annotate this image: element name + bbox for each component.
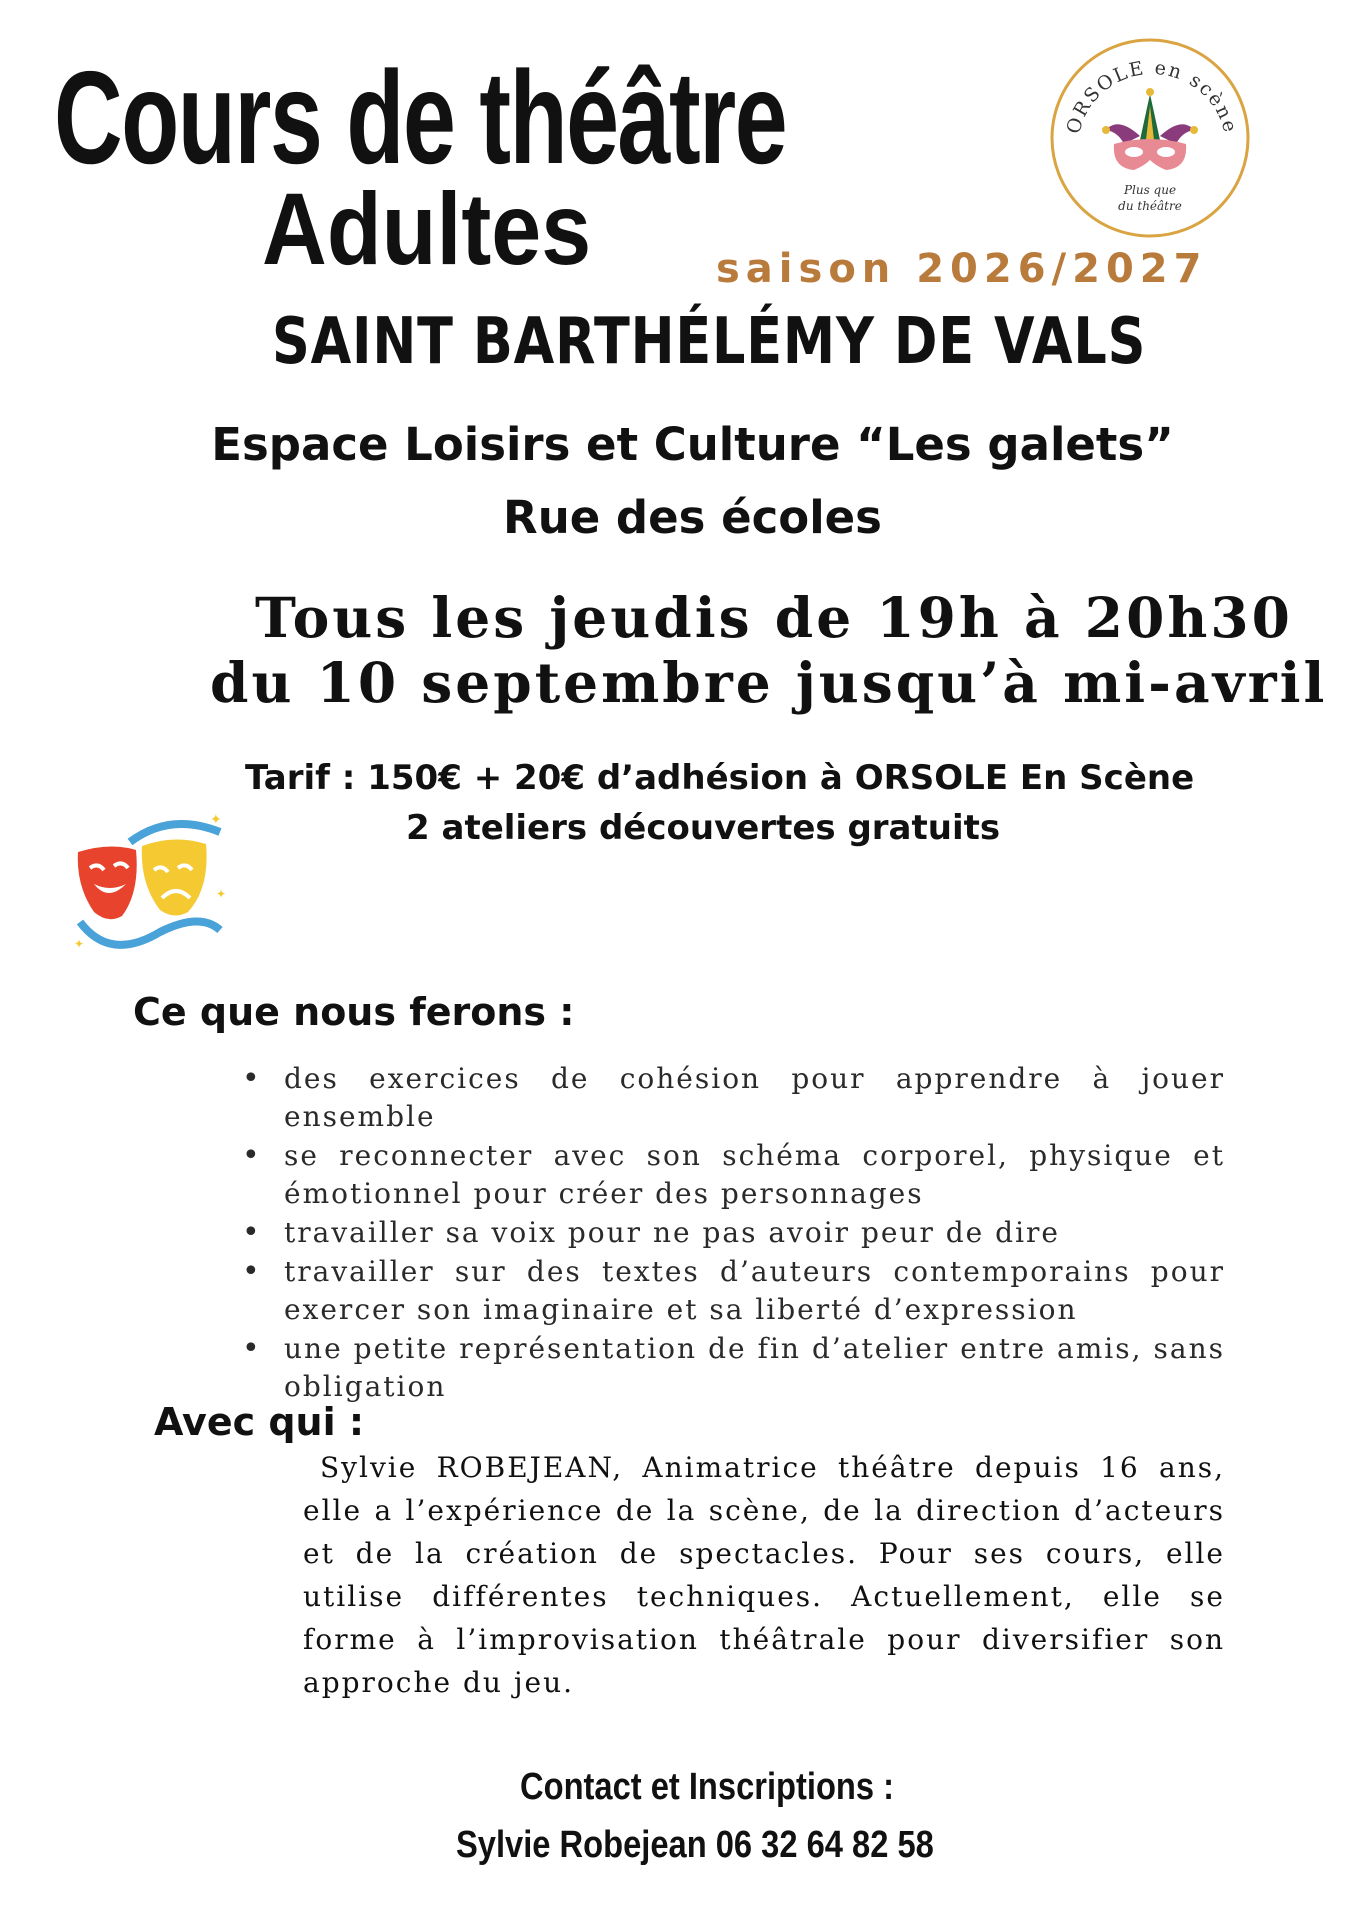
schedule-line-1: Tous les jeudis de 19h à 20h30 — [255, 585, 1293, 650]
list-item: • une petite représentation de fin d’atelier entre amis, sans obligation — [240, 1330, 1225, 1406]
instructor-bio: Sylvie ROBEJEAN, Animatrice théâtre depuis 16 ans, elle a l’expérience de la scène, de la direction d’acteurs et de la création de spectacles. Pour ses cours, elle utilise différentes techniques. Actuellement, elle se forme à l’improvisation théâtrale pour diversifier son approche du jeu. — [303, 1451, 1225, 1699]
theatre-masks-icon — [70, 812, 230, 962]
contact-title: Contact et Inscriptions : — [520, 1766, 895, 1808]
instructor-title: Avec qui : — [154, 1400, 365, 1444]
logo-arc-text: ORSOLE en scène — [1062, 56, 1242, 137]
svg-text:✦: ✦ — [216, 887, 227, 901]
venue-street: Rue des écoles — [503, 491, 882, 544]
season-label: saison 2026/2027 — [716, 246, 1208, 292]
list-item: • travailler sa voix pour ne pas avoir peur de dire — [240, 1214, 1225, 1252]
activities-title: Ce que nous ferons : — [133, 990, 575, 1034]
list-item: • des exercices de cohésion pour apprendre à jouer ensemble — [240, 1060, 1225, 1136]
list-item: • travailler sur des textes d’auteurs contemporains pour exercer son imaginaire et sa liberté d’expression — [240, 1253, 1225, 1329]
svg-text:✦: ✦ — [74, 937, 85, 951]
list-item: • se reconnecter avec son schéma corporel, physique et émotionnel pour créer des personnages — [240, 1137, 1225, 1213]
schedule-line-2: du 10 septembre jusqu’à mi-avril — [210, 650, 1328, 715]
venue-name: Espace Loisirs et Culture “Les galets” — [211, 418, 1174, 471]
title-line-1: Cours de théâtre — [54, 44, 787, 191]
orsole-logo — [1048, 36, 1252, 240]
tarif-text: Tarif : 150€ + 20€ d’adhésion à ORSOLE En Scène — [245, 758, 1195, 798]
jester-mask-icon — [1048, 36, 1252, 240]
title-line-2: Adultes — [262, 172, 592, 286]
contact-phone: Sylvie Robejean 06 32 64 82 58 — [456, 1824, 934, 1866]
svg-text:✦: ✦ — [210, 812, 222, 827]
activities-list — [240, 1060, 1225, 1407]
ateliers-text: 2 ateliers découvertes gratuits — [406, 808, 1001, 848]
town-title: SAINT BARTHÉLÉMY DE VALS — [272, 305, 1147, 379]
logo-tagline-1: Plus que — [1123, 183, 1177, 197]
logo-tagline-2: du théâtre — [1118, 199, 1182, 213]
